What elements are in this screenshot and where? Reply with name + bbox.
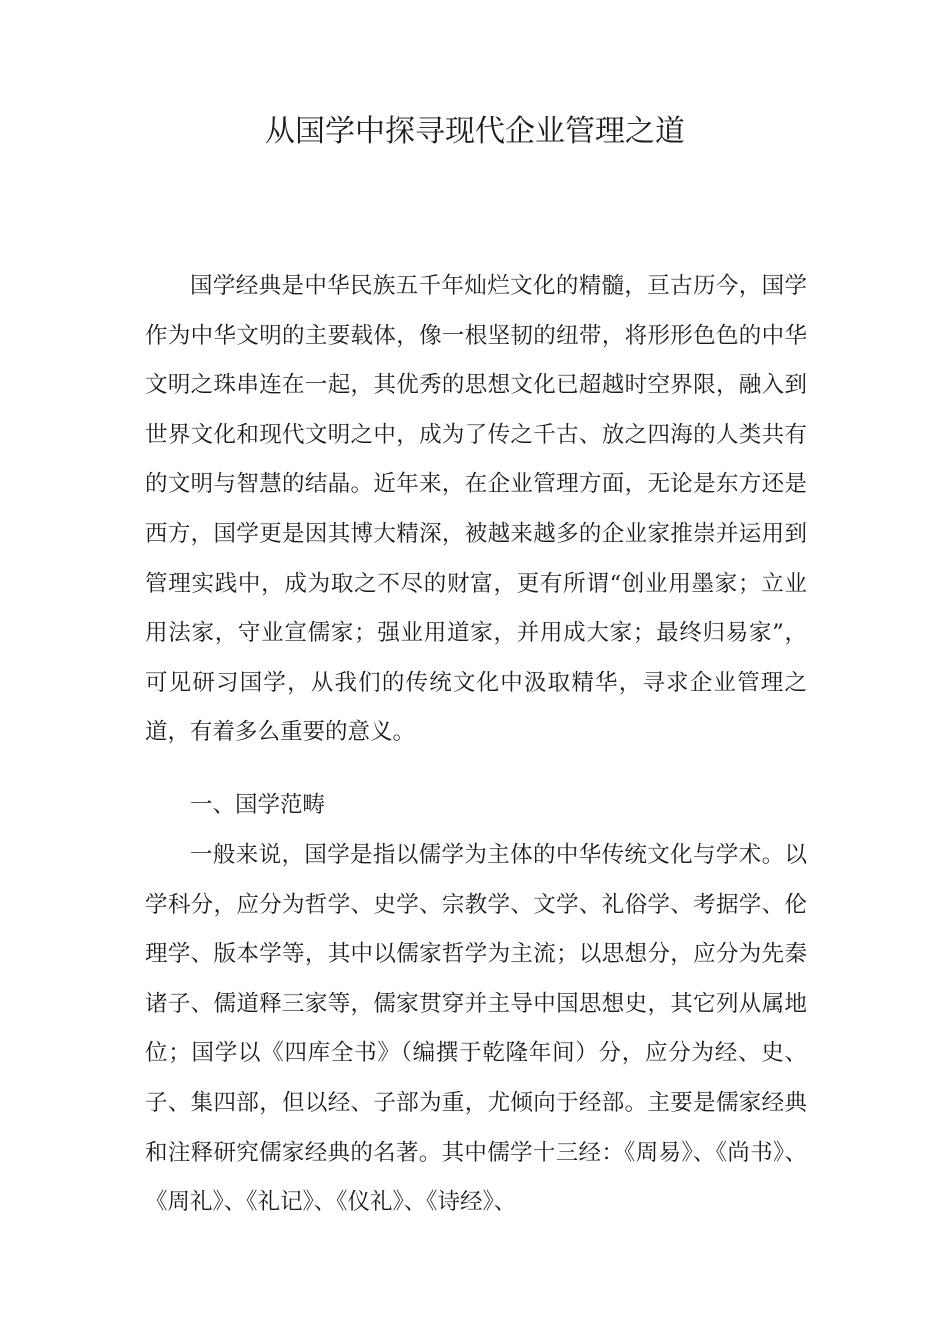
intro-paragraph: 国学经典是中华民族五千年灿烂文化的精髓，亘古历今，国学作为中华文明的主要载体，像一根坚韧的纽带，将形形色色的中华文明之珠串连在一起，其优秀的思想文化已超越时空界限，融入到世界文化和现代文明之中，成为了传之千古、放之四海的人类共有的文明与智慧的结晶。近年来，在企业管理方面，无论是东方还是西方，国学更是因其博大精深，被越来越多的企业家推崇并运用到管理实践中，成为取之不尽的财富，更有所谓“创业用墨家；立业用法家，守业宣儒家；强业用道家，并用成大家；最终归易家”，可见研习国学，从我们的传统文化中汲取精华，寻求企业管理之道，有着多么重要的意义。 <box>145 273 807 746</box>
document-title: 从国学中探寻现代企业管理之道 <box>265 114 685 149</box>
section-body-paragraph: 一般来说，国学是指以儒学为主体的中华传统文化与学术。以学科分，应分为哲学、史学、宗教学、文学、礼俗学、考据学、伦理学、版本学等，其中以儒家哲学为主流；以思想分，应分为先秦诸子、儒道释三家等，儒家贯穿并主导中国思想史，其它列从属地位；国学以《四库全书》（编撰于乾隆年间）分，应分为经、史、子、集四部，但以经、子部为重，尤倾向于经部。主要是儒家经典和注释研究儒家经典的名著。其中儒学十三经：《周易》、《尚书》、《周礼》、《礼记》、《仪礼》、《诗经》、 <box>145 842 807 1216</box>
section-heading: 一、国学范畴 <box>190 792 326 818</box>
